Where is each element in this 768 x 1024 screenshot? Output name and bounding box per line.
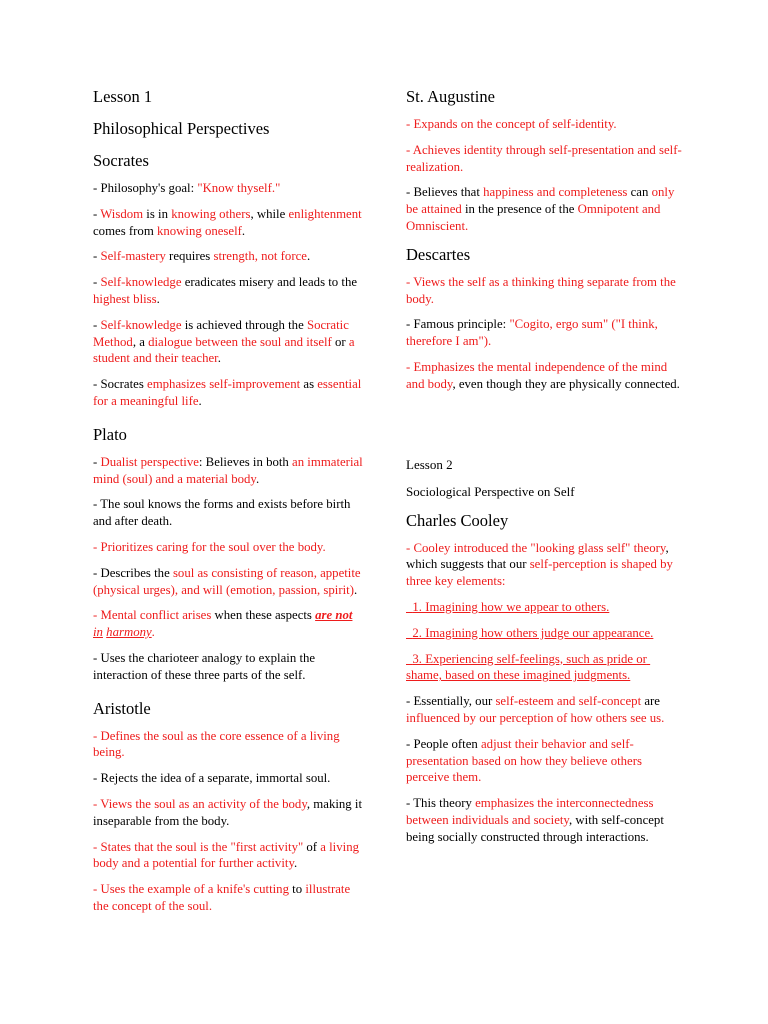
right-column	[406, 86, 682, 855]
socrates-point-4: - Self-knowledge eradicates misery and leads to the highest bliss.	[93, 275, 358, 306]
aristotle-heading: Aristotle	[93, 698, 151, 718]
descartes-point-2: - Famous principle: "Cogito, ergo sum" ("I think, therefore I am").	[406, 317, 658, 349]
spacer	[406, 402, 682, 456]
cooley-point-4: - This theory emphasizes the interconnectedness between individuals and society, with self-concept being socially constructed through interactions.	[406, 796, 664, 844]
socrates-point-5: - Self-knowledge is achieved through the Socratic Method, a dialogue between the soul and itself or a student and their teacher.	[93, 317, 355, 366]
socrates-point-6: - Socrates emphasizes self-improvement as essential for a meaningful life.	[93, 377, 362, 408]
socrates-point-2: - Wisdom is in knowing others, while enlightenment comes from knowing oneself.	[93, 206, 362, 238]
plato-point-3: - Prioritizes caring for the soul over the body.	[93, 539, 326, 554]
descartes-heading: Descartes	[406, 244, 471, 264]
cooley-point-3: - People often adjust their behavior and self-presentation based on how they believe others perceive them.	[406, 736, 642, 785]
aristotle-point-5: - Uses the example of a knife's cutting to illustrate the concept of the soul.	[93, 882, 351, 913]
cooley-item-1: 1. Imagining how we appear to others.	[406, 599, 610, 614]
augustine-point-3: - Believes that happiness and completeness can only be attained in the presence of the Omnipotent and Omniscient.	[406, 185, 675, 233]
plato-point-2: - The soul knows the forms and exists before birth and after death.	[93, 497, 351, 529]
plato-point-1: - Dualist perspective: Believes in both an immaterial mind (soul) and a material body.	[93, 454, 363, 486]
lesson-2-label: Lesson 2	[406, 456, 453, 472]
left-column	[93, 86, 365, 924]
cooley-item-3: 3. Experiencing self-feelings, such as pride or shame, based on these imagined judgments.	[406, 651, 651, 683]
plato-point-4: - Describes the soul as consisting of reason, appetite (physical urges), and will (emotion, passion, spirit).	[93, 565, 361, 597]
socrates-point-3: - Self-mastery requires strength, not force.	[93, 249, 311, 264]
aristotle-point-4: - States that the soul is the "first activity" of a living body and a potential for further activity.	[93, 839, 359, 871]
lesson-1-label: Lesson 1	[93, 87, 153, 106]
aristotle-point-1: - Defines the soul as the core essence of a living being.	[93, 728, 340, 760]
cooley-heading: Charles Cooley	[406, 510, 509, 530]
lesson-2-title: Sociological Perspective on Self	[406, 483, 575, 499]
augustine-heading: St. Augustine	[406, 87, 495, 106]
augustine-point-2: - Achieves identity through self-presentation and self-realization.	[406, 142, 682, 174]
plato-point-5: - Mental conflict arises when these aspects are not in harmony.	[93, 608, 353, 640]
cooley-item-2: 2. Imagining how others judge our appearance.	[406, 625, 654, 640]
augustine-point-1: - Expands on the concept of self-identity.	[406, 117, 617, 131]
descartes-point-1: - Views the self as a thinking thing separate from the body.	[406, 274, 676, 306]
plato-point-6: - Uses the charioteer analogy to explain the interaction of these three parts of the self.	[93, 650, 316, 682]
plato-heading: Plato	[93, 424, 127, 444]
lesson-1-title: Philosophical Perspectives	[93, 119, 270, 138]
socrates-point-1: - Philosophy's goal: "Know thyself."	[93, 181, 281, 195]
aristotle-point-3: - Views the soul as an activity of the body, making it inseparable from the body.	[93, 796, 362, 828]
descartes-point-3: - Emphasizes the mental independence of the mind and body, even though they are physically connected.	[406, 359, 680, 391]
aristotle-point-2: - Rejects the idea of a separate, immortal soul.	[93, 771, 331, 786]
cooley-point-1: - Cooley introduced the "looking glass self" theory, which suggests that our self-perception is shaped by three key elements:	[406, 540, 673, 589]
socrates-heading: Socrates	[93, 151, 149, 170]
cooley-point-2: - Essentially, our self-esteem and self-concept are influenced by our perception of how others see us.	[406, 694, 665, 725]
